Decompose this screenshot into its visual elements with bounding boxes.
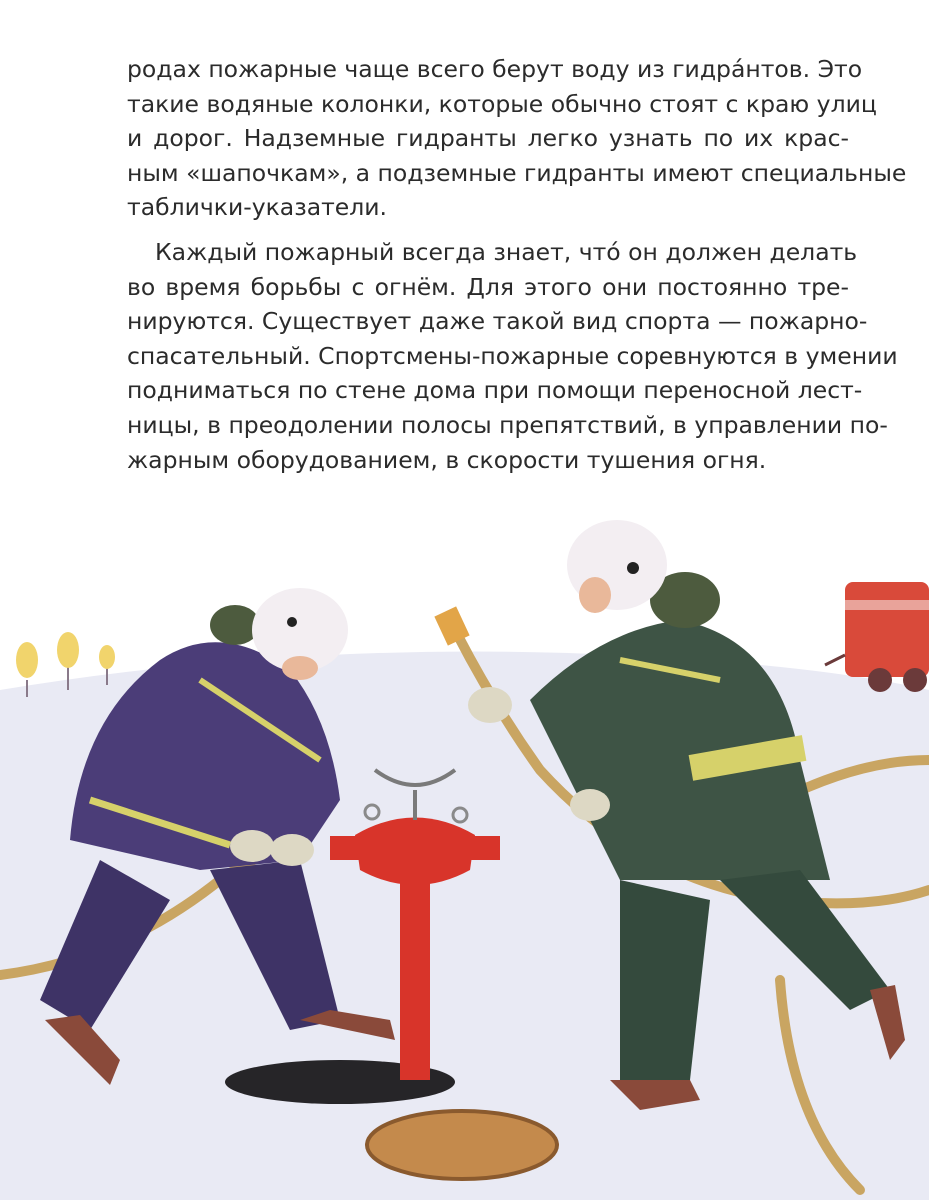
body-text <box>127 52 907 477</box>
text-line: подниматься по стене дома при помощи переносной лест- <box>127 376 863 405</box>
text-line: спасательный. Спортсмены-пожарные соревнуются в умении <box>127 341 898 370</box>
text-line: такие водяные колонки, которые обычно стоят с краю улиц <box>127 89 877 118</box>
firefighters-illustration <box>0 480 929 1200</box>
text-line: Каждый пожарный всегда знает, что́ он должен делать <box>155 237 858 266</box>
text-line: жарным оборудованием, в скорости тушения огня. <box>127 445 767 474</box>
text-line: во время борьбы с огнём. Для этого они постоянно тре- <box>127 272 849 301</box>
paragraph-2 <box>127 235 898 477</box>
text-line: ным «шапочкам», а подземные гидранты имеют специальные <box>127 158 907 187</box>
text-line: нируются. Существует даже такой вид спорта — пожарно- <box>127 307 868 336</box>
text-line: родах пожарные чаще всего берут воду из гидра́нтов. Это <box>127 55 863 83</box>
text-line: и дорог. Надземные гидранты легко узнать по их крас- <box>127 124 849 153</box>
paragraph-1 <box>127 52 907 225</box>
manhole-cover <box>367 1111 557 1179</box>
text-line: ницы, в преодолении полосы препятствий, в управлении по- <box>127 410 888 439</box>
text-line: таблички-указатели. <box>127 193 388 222</box>
